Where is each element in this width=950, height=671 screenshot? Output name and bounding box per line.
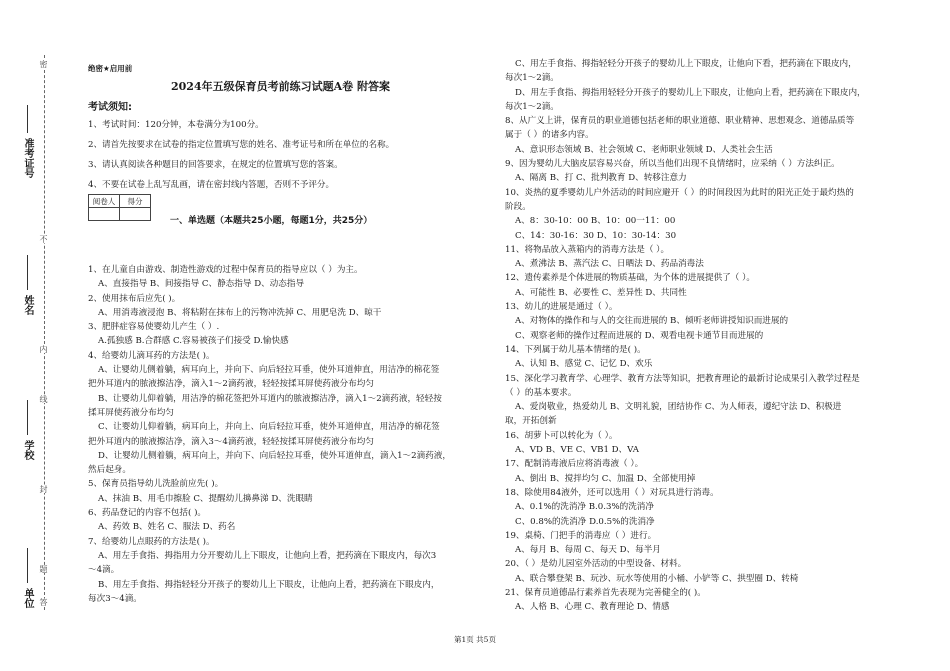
answer-options: A、8：30-10：00 B、10：00一11：00 [515, 216, 676, 227]
notice-item: 2、请首先按要求在试卷的指定位置填写您的姓名、准考证号和所在单位的名称。 [88, 140, 395, 150]
answer-options: A、认知 B、感觉 C、记忆 D、欢乐 [515, 359, 653, 370]
answer-options: A、倒出 B、搅拌均匀 C、加温 D、全部使用掉 [515, 473, 696, 484]
answer-options: A、煮沸法 B、蒸汽法 C、日晒法 D、药品消毒法 [515, 259, 704, 270]
answer-options: A.孤独感 B.合群感 C.容易被孩子们接受 D.愉快感 [98, 336, 289, 347]
answer-options: A、药效 B、姓名 C、服法 D、药名 [98, 522, 236, 533]
question-text-continued: 把外耳道内的脓液擦洁净，滴入1～2滴药液，轻轻按揉耳屏使药液分布均匀 [88, 379, 374, 390]
answer-options: C、用左手食指、拇指轻轻分开孩子的婴幼儿上下眼皮，让他向下看，把药滴在下眼皮内， [515, 59, 857, 69]
seal-dashed-line [44, 55, 45, 610]
question-text-continued: 然后起身。 [88, 465, 131, 476]
question-text: 7、给婴幼儿点眼药的方法是( )。 [88, 536, 215, 547]
question-text: 19、桌椅、门把手的消毒应（ ）进行。 [505, 530, 657, 541]
question-text: 16、胡萝卜可以转化为（ ）。 [505, 430, 618, 441]
answer-options: A、人格 B、心理 C、教育理论 D、情感 [515, 602, 670, 613]
seal-mark: 不 [39, 235, 48, 243]
question-text-continued: 阶段。 [505, 201, 531, 212]
question-text: 4、给婴幼儿滴耳药的方法是( )。 [88, 350, 215, 361]
notice-heading: 考试须知: [88, 102, 132, 113]
answer-options: D、让婴幼儿侧着躺，病耳向上，并向下、向后轻拉耳垂，使外耳道伸直，滴入1～2滴药液， [98, 450, 451, 461]
answer-options: B、让婴幼儿仰着躺，用洁净的棉花签把外耳道内的脓液擦洁净，滴入1～2滴药液，轻轻按 [98, 393, 442, 404]
score-header: 得分 [120, 195, 151, 208]
answer-options: A、用左手食指、拇指用力分开婴幼儿上下眼皮，让他向上看，把药滴在下眼皮内，每次3 [98, 550, 437, 561]
score-cell[interactable] [120, 208, 151, 221]
question-text: 17、配制消毒液后应将消毒液（ ）。 [505, 459, 644, 470]
question-text: 5、保育员指导幼儿洗脸前应先( )。 [88, 479, 224, 490]
question-text-continued: 揉耳屏使药液分布均匀 [88, 407, 174, 418]
seal-mark: 线 [39, 395, 48, 403]
answer-options: A、让婴幼儿侧着躺，病耳向上，并向下、向后轻拉耳垂，使外耳道伸直，用洁净的棉花签 [98, 365, 440, 376]
name-label: 姓名 [22, 295, 33, 315]
question-text-continued: 属于（ ）的诸多内容。 [505, 130, 594, 141]
reviewer-cell[interactable] [89, 208, 120, 221]
question-text-continued: ～4滴。 [88, 565, 120, 576]
school-field[interactable] [27, 400, 28, 435]
exam-number-field[interactable] [27, 105, 28, 133]
answer-options: C、观察老师的操作过程而进展的 D、观看电视卡通节目而进展的 [515, 330, 764, 341]
question-text: 10、炎热的夏季婴幼儿户外活动的时间应避开（ ）的时间段因为此时的阳光正处于最灼热的 [505, 187, 854, 198]
question-text-continued: 取，开拓创新 [505, 416, 557, 427]
answer-options: D、用左手食指、拇指用轻轻分开孩子的婴幼儿上下眼皮，让他向上看，把药滴在下眼皮内， [515, 87, 866, 98]
secret-mark: 绝密★启用前 [88, 64, 133, 73]
question-text: 8、从广义上讲，保育员的职业道德包括老师的职业道德、职业精神、思想观念、道德品质等 [505, 116, 855, 127]
answer-options: A、可能性 B、必要性 C、差异性 D、共同性 [515, 287, 687, 298]
answer-options: A、用消毒液浸泡 B、将粘附在抹布上的污物冲洗掉 C、用肥皂洗 D、晾干 [98, 307, 382, 318]
answer-options: A、每月 B、每周 C、每天 D、每半月 [515, 545, 661, 556]
question-text-continued: （ ）的基本要求。 [505, 387, 577, 398]
unit-field[interactable] [27, 548, 28, 583]
notice-item: 1、考试时间：120分钟，本卷满分为100分。 [88, 120, 264, 130]
answer-options: A、意识形态领域 B、社会领域 C、老师职业领域 D、人类社会生活 [515, 144, 773, 155]
question-text: 14、下列属于幼儿基本情绪的是( )。 [505, 344, 646, 355]
reviewer-header: 阅卷人 [89, 195, 120, 208]
question-text: 2、使用抹布后应先( )。 [88, 293, 181, 304]
question-text: 18、除使用84液外，还可以选用（ ）对玩具进行消毒。 [505, 487, 719, 498]
seal-mark: 密 [39, 60, 48, 68]
binding-strip [0, 0, 60, 671]
name-field[interactable] [27, 255, 28, 290]
school-label: 学校 [22, 440, 33, 460]
right-column [505, 57, 925, 615]
exam-number-label: 准考证号 [22, 138, 33, 178]
answer-options: A、隔离 B、打 C、批判教育 D、转移注意力 [515, 173, 687, 184]
answer-options: A、爱岗敬业，热爱幼儿 B、文明礼貌，团结协作 C、为人师表，遵纪守法 D、积极进 [515, 402, 842, 413]
question-text-continued: 把外耳道内的脓液擦洁净，滴入3～4滴药液，轻轻按揉耳屏使药液分布均匀 [88, 436, 374, 447]
answer-options: C、让婴幼儿仰着躺，病耳向上，并向上、向后轻拉耳垂，使外耳道伸直，用洁净的棉花签 [98, 422, 440, 433]
seal-mark: 封 [39, 485, 48, 493]
question-text: 6、药品登记的内容不包括( )。 [88, 508, 207, 519]
question-text: 12、遗传素养是个体进展的物质基础，为个体的进展提供了（ ）。 [505, 273, 755, 284]
question-text-continued: 每次1～2滴。 [505, 73, 559, 84]
question-text: 9、因为婴幼儿大脑皮层容易兴奋，所以当他们出现不良情绪时，应采纳（ ）方法纠正。 [505, 159, 840, 170]
question-text-continued: 每次3～4滴。 [88, 593, 142, 604]
answer-options: B、用左手食指、拇指轻轻分开孩子的婴幼儿上下眼皮，让他向上看，把药滴在下眼皮内， [98, 579, 440, 590]
page-footer: 第1页 共5页 [454, 635, 496, 644]
answer-options: C、14：30-16：30 D、10：30-14：30 [515, 230, 677, 241]
question-text: 15、深化学习教育学、心理学、教育方法等知识，把教育理论的最新讨论成果引入教学过程是 [505, 373, 860, 384]
question-text: 1、在儿童自由游戏、制造性游戏的过程中保育员的指导应以（ ）为主。 [88, 265, 363, 275]
question-text-continued: 每次1～2滴。 [505, 101, 559, 112]
question-text: 3、肥胖症容易使婴幼儿产生（ ）. [88, 322, 220, 333]
answer-options: C、0.8%的洗消净 D.0.5%的洗消净 [515, 516, 655, 527]
answer-options: A、直接指导 B、间接指导 C、静态指导 D、动态指导 [98, 279, 305, 290]
seal-mark: 内 [39, 345, 48, 353]
score-table [88, 194, 151, 221]
answer-options: A、VD B、VE C、VB1 D、VA [515, 445, 639, 456]
answer-options: A、联合攀登架 B、玩沙、玩水等使用的小桶、小铲等 C、拱型圈 D、转椅 [515, 573, 799, 584]
answer-options: A、对物体的操作和与人的交往而进展的 B、倾听老师讲授知识而进展的 [515, 316, 789, 327]
seal-mark: 答 [39, 598, 48, 606]
question-text: 13、幼儿的进展是通过（ ）。 [505, 302, 618, 313]
left-column [88, 263, 473, 606]
answer-options: A、0.1%的洗消净 B.0.3%的洗消净 [515, 502, 654, 513]
question-text: 11、将物品放入蒸箱内的消毒方法是（ ）。 [505, 244, 670, 255]
notice-item: 4、不要在试卷上乱写乱画，请在密封线内答题，否则不予评分。 [88, 180, 335, 190]
seal-mark: 题 [39, 565, 48, 573]
question-text: 21、保育员道德品行素养首先表现为完善健全的( )。 [505, 587, 706, 598]
notice-item: 3、请认真阅读各种题目的回答要求，在规定的位置填写您的答案。 [88, 160, 343, 170]
page-title: 2024年五级保育员考前练习试题A卷 附答案 [171, 80, 390, 93]
answer-options: A、抹油 B、用毛巾擦脸 C、提醒幼儿擤鼻涕 D、洗眼睛 [98, 493, 313, 504]
unit-label: 单位 [22, 588, 33, 608]
section-title: 一、单选题（本题共25小题，每题1分，共25分） [170, 216, 373, 226]
question-text: 20、（ ）是幼儿园室外活动的中型设备、材料。 [505, 559, 687, 570]
